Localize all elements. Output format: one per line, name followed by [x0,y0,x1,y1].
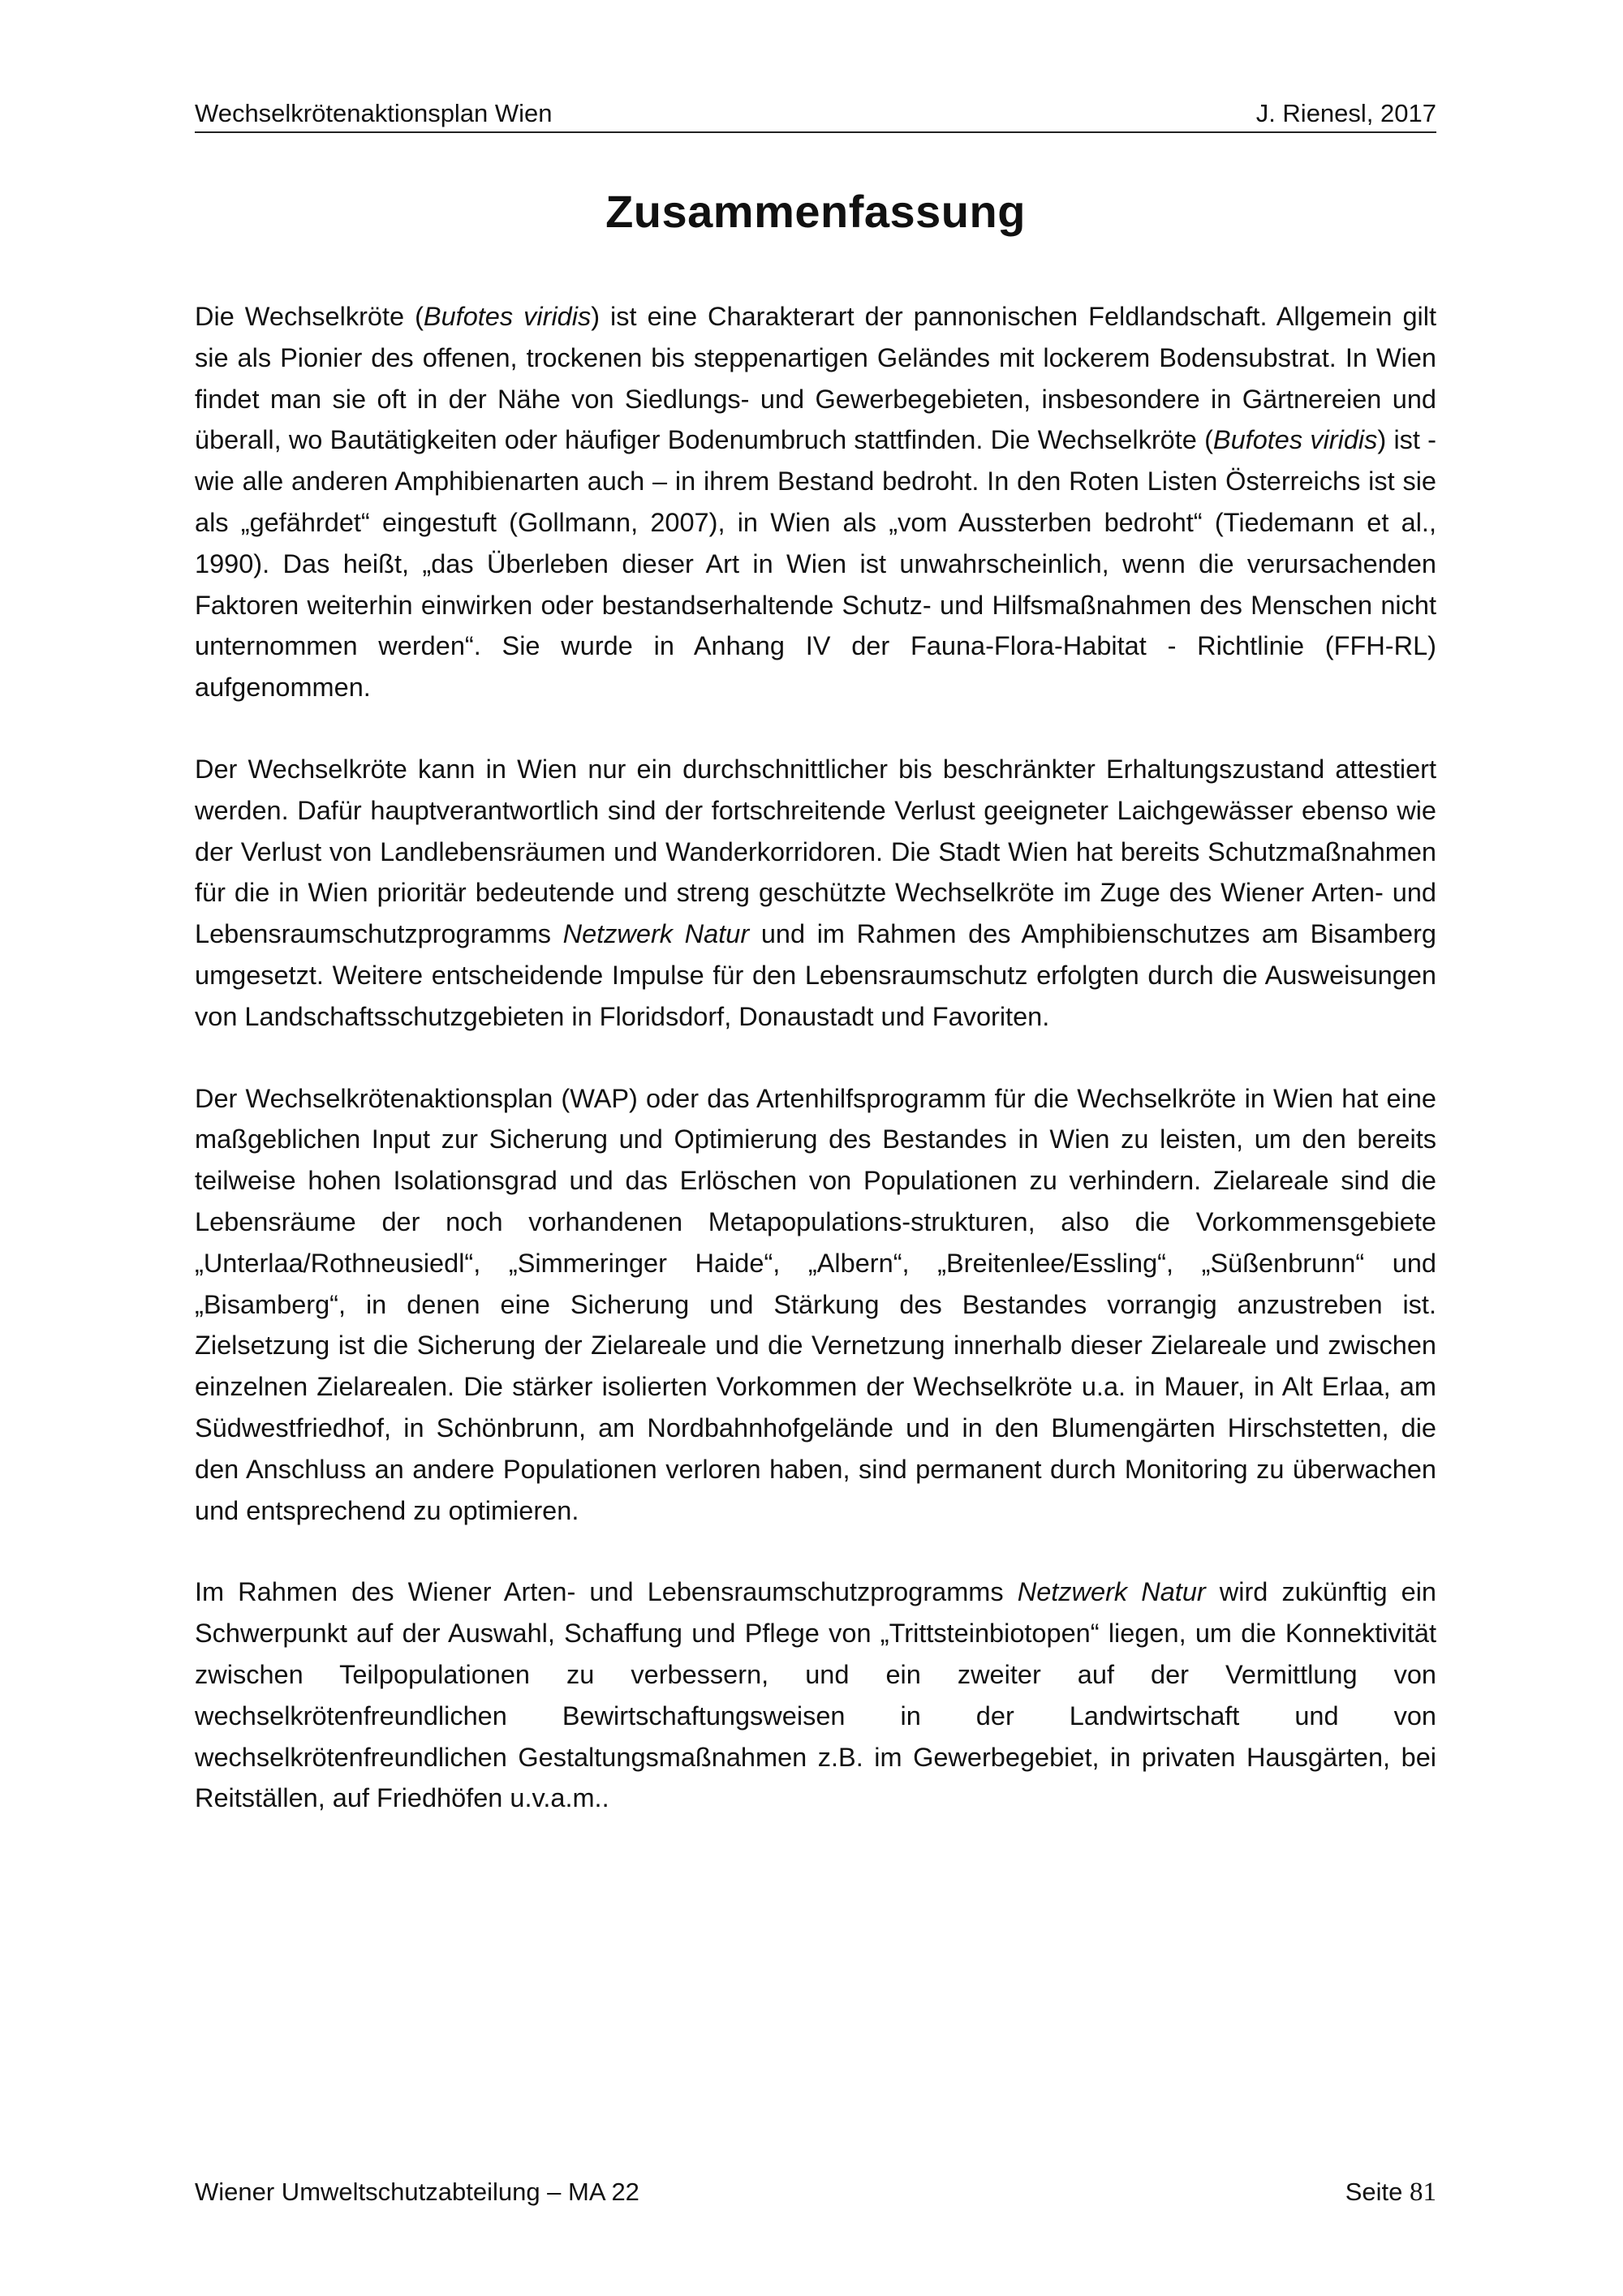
page-footer [195,2174,1436,2210]
paragraph-1-text-a: Die Wechselkröte ( [195,302,424,331]
paragraph-1 [195,296,1436,708]
header-author-year: J. Rienesl, 2017 [1255,99,1436,127]
paragraph-2-text-c: und im Rahmen des Amphibienschutzes am Bisamberg umgesetzt. Weitere entscheidende Impulse für den Lebensraumschutz erfolgten durch die Ausweisungen von Landschaftsschutzgebieten in Floridsdorf, Donaustadt und Favoriten. [195,919,1436,1031]
header-document-title: Wechselkrötenaktionsplan Wien [195,99,553,127]
page-header [195,96,1436,133]
species-name-italic: Bufotes viridis [1212,425,1378,455]
paragraph-4-text-a: Im Rahmen des Wiener Arten- und Lebensraumschutzprogramms [195,1577,1018,1607]
paragraph-3 [195,1078,1436,1532]
paragraph-4-text-c: wird zukünftig ein Schwerpunkt auf der Auswahl, Schaffung und Pflege von „Trittsteinbiotopen“ liegen, um die Konnektivität zwischen Teilpopulationen zu verbessern, und ein zweiter auf der Vermittlung von wechselkrötenfreundlichen Bewirtschaftungsweisen in der Landwirtschaft und von wechselkrötenfreundlichen Gestaltungsmaßnahmen z.B. im Gewerbegebiet, in privaten Hausgärten, bei Reitställen, auf Friedhöfen u.v.a.m.. [195,1577,1436,1813]
page-title: Zusammenfassung [605,186,1026,237]
paragraph-2 [195,749,1436,1038]
paragraph-3-text-a: Der Wechselkrötenaktionsplan (WAP) oder das Artenhilfsprogramm für die Wechselkröte in Wien hat eine maßgeblichen Input zur Sicherung und Optimierung des Bestandes in Wien zu leisten, um den bereits teilweise hohen Isolationsgrad und das Erlöschen von Populationen zu verhindern. Zielareale sind die Lebensräume der noch vorhandenen Metapopulations-strukturen, also die Vorkommensgebiete „Unterlaa/Rothneusiedl“, „Simmeringer Haide“, „Albern“, „Breitenlee/Essling“, „Süßenbrunn“ und „Bisamberg“, in denen eine Sicherung und Stärkung des Bestandes vorrangig anzustreben ist. Zielsetzung ist die Sicherung der Zielareale und die Vernetzung innerhalb dieser Zielareale und zwischen einzelnen Zielarealen. Die stärker isolierten Vorkommen der Wechselkröte u.a. in Mauer, in Alt Erlaa, am Südwestfriedhof, in Schönbrunn, am Nordbahnhofgelände und in den Blumengärten Hirschstetten, die den Anschluss an andere Populationen verloren haben, sind permanent durch Monitoring zu überwachen und entsprechend zu optimieren. [195,1083,1436,1525]
paragraph-1-text-c: ) ist eine Charakterart der pannonischen Feldlandschaft. Allgemein gilt sie als Pionier des offenen, trockenen bis steppenartigen Geländes mit lockerem Bodensubstrat. In Wien findet man sie oft in der Nähe von Siedlungs- und Gewerbegebieten, insbesondere in Gärtnereien und überall, wo Bautätigkeiten oder häufiger Bodenumbruch stattfinden. Die Wechselkröte ( [195,302,1436,455]
species-name-italic: Bufotes viridis [423,302,592,331]
paragraph-2-text-a: Der Wechselkröte kann in Wien nur ein durchschnittlicher bis beschränkter Erhaltungszustand attestiert werden. Dafür hauptverantwortlich sind der fortschreitende Verlust geeigneter Laichgewässer ebenso wie der Verlust von Landlebensräumen und Wanderkorridoren. Die Stadt Wien hat bereits Schutzmaßnahmen für die in Wien prioritär bedeutende und streng geschützte Wechselkröte im Zuge des Wiener Arten- und Lebensraumschutzprogramms [195,754,1436,949]
program-name-italic: Netzwerk Natur [1017,1577,1206,1607]
body-text [195,296,1436,1819]
paragraph-4 [195,1572,1436,1819]
footer-department: Wiener Umweltschutzabteilung – MA 22 [195,2178,639,2206]
paragraph-1-text-e: ) ist - wie alle anderen Amphibienarten auch – in ihrem Bestand bedroht. In den Roten Listen Österreichs ist sie als „gefährdet“ eingestuft (Gollmann, 2007), in Wien als „vom Aussterben bedroht“ (Tiedemann et al., 1990). Das heißt, „das Überleben dieser Art in Wien ist unwahrscheinlich, wenn die verursachenden Faktoren weiterhin einwirken oder bestandserhaltende Schutz- und Hilfsmaßnahmen des Menschen nicht unternommen werden“. Sie wurde in Anhang IV der Fauna-Flora-Habitat - Richtlinie (FFH-RL) aufgenommen. [195,425,1436,703]
program-name-italic: Netzwerk Natur [562,919,750,949]
page-number: 81 [1410,2178,1436,2207]
footer-page-indicator [1345,2174,1436,2210]
page-label: Seite [1345,2178,1403,2206]
